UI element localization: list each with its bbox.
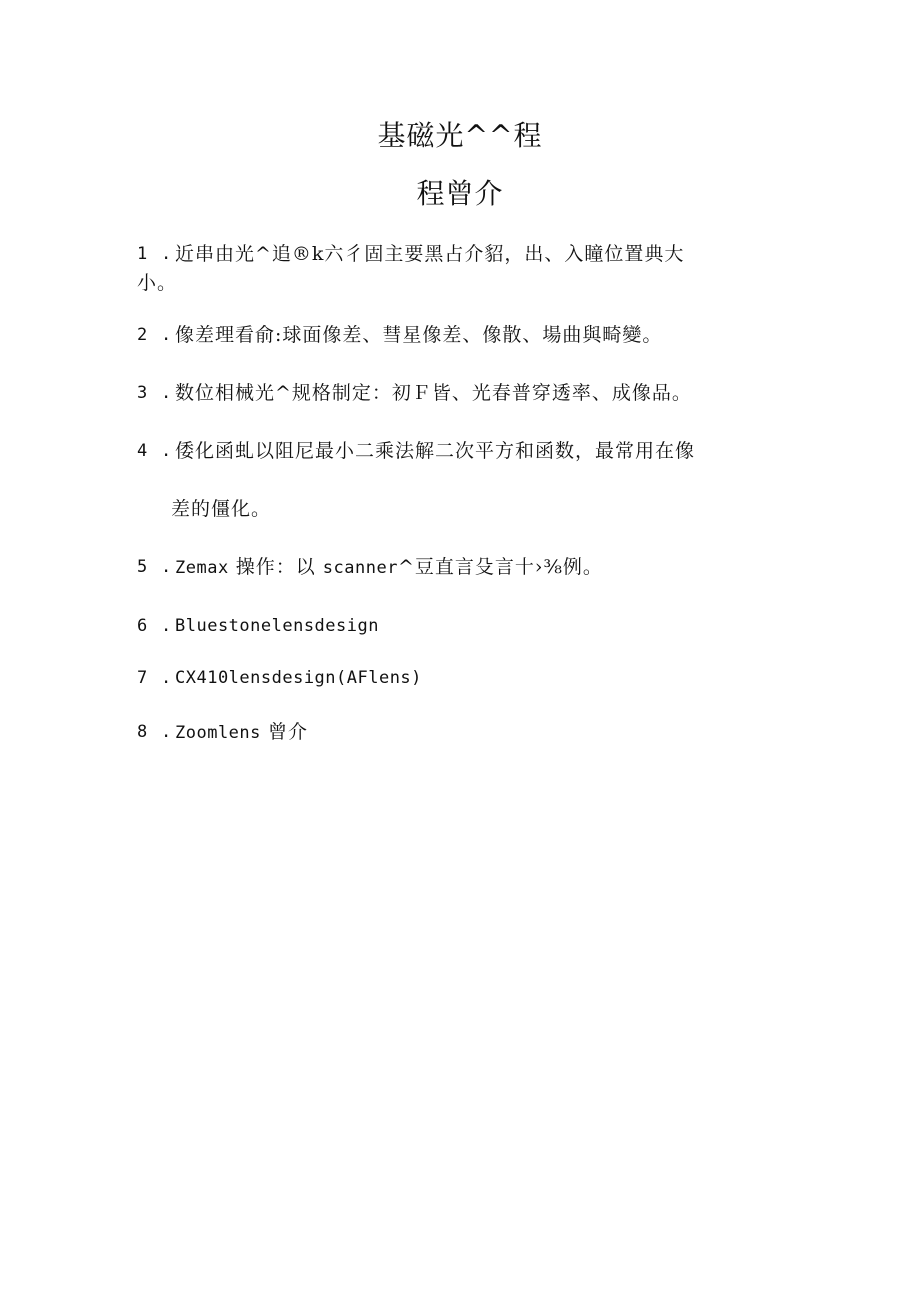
item-text: CX410lensdesign(AFlens) [175,668,422,688]
item-text-zemax: Zemax [175,558,229,578]
item-number: 7 [137,668,149,688]
list-item-1 [137,239,777,269]
item-text-zoomlens: Zoomlens [175,723,261,743]
item-dot: . [161,441,173,461]
item-number: 4 [137,441,149,461]
item-1-continuation: 小。 [137,272,178,294]
list-item-2 [137,320,777,350]
list-item-4 [137,436,777,466]
list-item-7 [137,663,777,693]
item-text-scanner: scanner [322,558,398,578]
item-number: 6 [137,616,149,636]
item-text: 像差理看俞:球面像差、彗星像差、像散、場曲與畸變。 [175,324,663,346]
item-text: 倭化函虬以阻尼最小二乘法解二次平方和函数，最常用在像 [175,440,696,462]
item-number: 1 [137,244,149,264]
list-item-5 [137,552,777,583]
item-text-part: 操作：以 [235,556,316,578]
item-dot: . [161,557,173,577]
item-4-continuation: 差的僵化。 [171,498,272,520]
list-item-8 [137,717,777,748]
item-dot: . [161,722,173,742]
document-subtitle: 程曾介 [416,177,504,210]
list-item-6 [137,611,777,641]
item-text: 近串由光^追®k六彳固主要黑占介貂，出、入瞳位置典大 [175,243,685,265]
item-text [175,552,777,583]
list-item-3 [137,378,777,408]
item-text [175,717,777,748]
item-text-part: 曾介 [267,721,308,743]
item-dot: . [161,616,173,636]
document-title: 基磁光^^程 [377,119,543,152]
item-text: Bluestonelensdesign [175,616,379,636]
item-dot: . [161,383,173,403]
item-dot: . [161,325,173,345]
item-text: 数位相械光^规格制定：初Ｆ皆、光春普穿透率、成像品。 [175,382,692,404]
item-number: 8 [137,722,149,742]
item-number: 3 [137,383,149,403]
item-number: 2 [137,325,149,345]
item-dot: . [161,244,173,264]
item-dot: . [161,668,173,688]
item-text-part: ^豆直言殳言十›⅜例。 [397,556,603,578]
item-number: 5 [137,557,149,577]
